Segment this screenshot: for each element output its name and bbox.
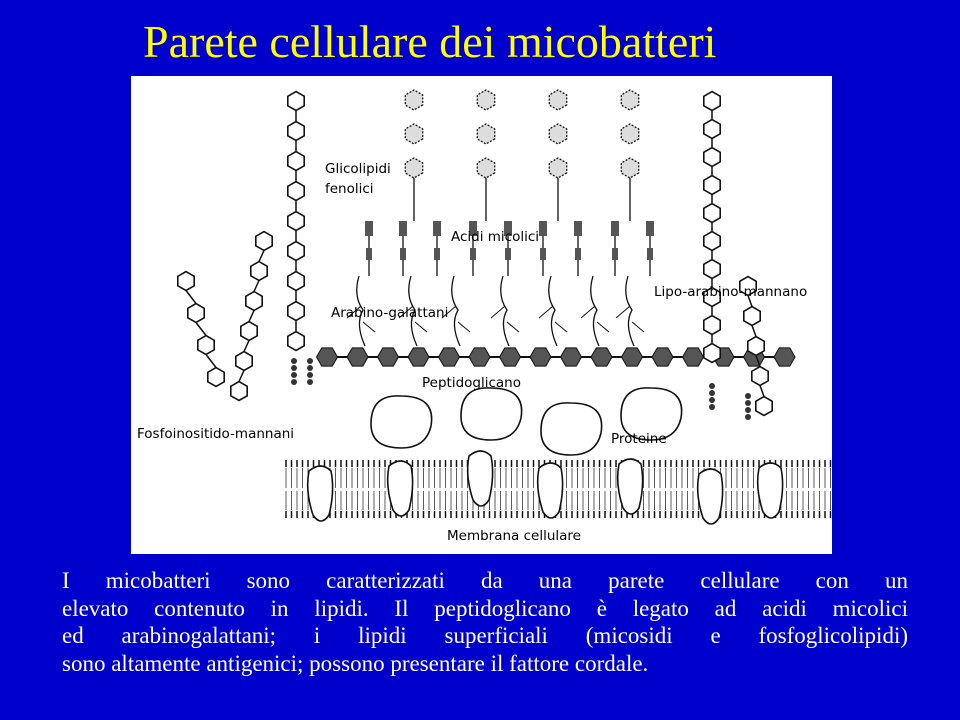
peptidoglycan-hexagon — [683, 348, 704, 366]
mycolic-acid-block — [540, 248, 546, 260]
phosphate-bead — [307, 372, 313, 378]
mannan-hexagon — [704, 260, 720, 279]
label-lipo-arabino-mannano: Lipo-arabino-mannano — [654, 284, 808, 300]
mannan-link — [254, 281, 259, 292]
mannan-hexagon — [744, 307, 760, 326]
label-acidi-micolici: Acidi micolici — [451, 229, 540, 245]
mycolic-acid-block — [505, 248, 511, 260]
mycolic-acid-head — [611, 221, 619, 236]
mannan-hexagon — [704, 120, 720, 139]
peptidoglycan-hexagon — [591, 348, 612, 366]
mannan-hexagon — [752, 367, 768, 386]
mannan-hexagon — [236, 352, 252, 371]
mannan-link — [244, 341, 249, 352]
label-peptidoglicano: Peptidoglicano — [422, 375, 521, 391]
mannan-hexagon — [748, 337, 764, 356]
mannan-hexagon — [198, 336, 214, 355]
phosphate-bead — [291, 379, 297, 385]
arabinogalactan-branch — [539, 306, 567, 332]
mannan-hexagon — [704, 316, 720, 335]
arabinogalactan-stem — [549, 276, 557, 346]
phosphate-bead — [307, 358, 313, 364]
peptidoglycan-hexagon — [652, 348, 673, 366]
arabinogalactan-stem — [591, 276, 599, 346]
peptidoglycan-hexagon — [530, 348, 551, 366]
mycolic-acid-block — [434, 248, 440, 260]
peptidoglycan-hexagon — [774, 348, 795, 366]
mycolic-acid-head — [574, 221, 582, 236]
mannan-hexagon — [756, 397, 772, 416]
body-line-3: ed arabinogalattani; i lipidi superficiali (micosidi e fosfoglicolipidi) — [62, 623, 908, 648]
mannan-link — [239, 371, 244, 382]
arabinogalactan-stem — [501, 276, 509, 346]
mannan-hexagon — [704, 204, 720, 223]
phosphate-bead — [291, 358, 297, 364]
peptidoglycan-hexagon — [469, 348, 490, 366]
label-fosfoinositido-mannani: Fosfoinositido-mannani — [137, 426, 295, 442]
mannan-link — [206, 355, 216, 368]
mannan-hexagon — [288, 272, 304, 291]
mannan-hexagon — [288, 242, 304, 261]
mannan-hexagon — [704, 92, 720, 111]
phosphate-bead — [307, 379, 313, 385]
mycolic-acid-block — [400, 248, 406, 260]
surface-protein — [461, 388, 522, 440]
membrane-protein — [388, 461, 413, 516]
membrane-protein — [538, 463, 563, 518]
phosphate-bead — [745, 414, 751, 420]
slide-title: Parete cellulare dei micobatteri — [143, 16, 717, 67]
mycolic-acid-block — [647, 248, 653, 260]
mannan-hexagon — [188, 304, 204, 323]
mycolic-acid-head — [399, 221, 407, 236]
membrane-protein — [698, 469, 723, 524]
glycolipid-sugar — [621, 124, 638, 144]
label-glicolipidi-line2: fenolici — [325, 181, 374, 197]
phenolic-glycolipids — [405, 90, 638, 221]
glycolipid-sugar — [549, 124, 566, 144]
mannan-hexagon — [256, 232, 272, 251]
mannan-link — [259, 251, 264, 262]
arabinogalactan-stem — [452, 276, 460, 346]
mannan-link — [752, 326, 756, 337]
arabinogalactan-branch — [581, 306, 609, 332]
phosphate-bead — [745, 407, 751, 413]
glycolipid-sugar — [477, 124, 494, 144]
phosphate-bead — [745, 393, 751, 399]
mannan-hexagon — [231, 382, 247, 401]
surface-protein — [541, 403, 602, 455]
mycolic-acid-head — [433, 221, 441, 236]
cell-wall-diagram-svg — [131, 76, 832, 554]
phosphate-bead — [745, 400, 751, 406]
mannan-hexagon — [288, 92, 304, 111]
peptidoglycan-hexagon — [347, 348, 368, 366]
surface-protein — [371, 396, 432, 448]
mannan-link — [186, 291, 196, 304]
arabinogalactan-stem — [626, 276, 634, 346]
peptidoglycan-hexagon — [408, 348, 429, 366]
mycolic-acid-head — [646, 221, 654, 236]
body-line-1: I micobatteri sono caratterizzati da una parete cellulare con un — [62, 568, 908, 593]
mannan-hexagon — [704, 232, 720, 251]
mycolic-acid-head — [539, 221, 547, 236]
label-proteine: Proteine — [611, 431, 667, 447]
peptidoglycan-hexagon — [439, 348, 460, 366]
membrane-protein — [468, 451, 493, 506]
mannan-hexagon — [288, 152, 304, 171]
body-line-4: sono altamente antigenici; possono presentare il fattore cordale. — [62, 650, 649, 676]
mycolic-acid-block — [470, 248, 476, 260]
glycolipid-sugar — [477, 158, 494, 178]
mannan-hexagon — [704, 176, 720, 195]
arabinogalactan-branch — [616, 306, 644, 332]
phosphate-bead — [709, 397, 715, 403]
glycolipid-sugar — [477, 90, 494, 110]
mannan-hexagon — [288, 212, 304, 231]
mannan-hexagon — [178, 272, 194, 291]
phosphate-bead — [709, 390, 715, 396]
mannan-hexagon — [288, 302, 304, 321]
mannan-link — [249, 311, 254, 322]
mannan-link — [760, 386, 764, 397]
glycolipid-sugar — [405, 90, 422, 110]
body-line-2: elevato contenuto in lipidi. Il peptidoglicano è legato ad acidi micolici — [62, 595, 908, 621]
phosphate-bead — [307, 365, 313, 371]
peptidoglycan-layer — [317, 348, 796, 366]
glycolipid-sugar — [549, 158, 566, 178]
membrane-protein — [758, 463, 783, 518]
mannan-hexagon — [288, 122, 304, 141]
mannan-hexagon — [288, 332, 304, 351]
cell-wall-diagram — [131, 76, 832, 554]
membrane-protein — [308, 466, 333, 521]
mycolic-acid-block — [575, 248, 581, 260]
phosphate-bead — [709, 383, 715, 389]
mycolic-acid-block — [366, 248, 372, 260]
glycolipid-sugar — [405, 158, 422, 178]
glycolipid-sugar — [549, 90, 566, 110]
glycolipid-sugar — [405, 124, 422, 144]
mannan-hexagon — [288, 182, 304, 201]
phosphate-bead — [291, 365, 297, 371]
body-text — [62, 567, 908, 677]
peptidoglycan-hexagon — [561, 348, 582, 366]
mannan-hexagon — [246, 292, 262, 311]
mannan-hexagon — [241, 322, 257, 341]
mannan-hexagon — [208, 368, 224, 387]
mycolic-acid-head — [365, 221, 373, 236]
peptidoglycan-hexagon — [622, 348, 643, 366]
mannan-hexagon — [704, 148, 720, 167]
label-glicolipidi-line1: Glicolipidi — [325, 161, 391, 177]
glycolipid-sugar — [621, 158, 638, 178]
glycolipid-sugar — [621, 90, 638, 110]
label-membrana-cellulare: Membrana cellulare — [447, 528, 581, 544]
arabinogalactan-branch — [491, 306, 519, 332]
label-arabino-galattani: Arabino-galattani — [331, 305, 449, 321]
peptidoglycan-hexagon — [500, 348, 521, 366]
mannan-link — [196, 323, 206, 336]
mannan-hexagon — [704, 344, 720, 363]
mycolic-acid-block — [612, 248, 618, 260]
mannan-hexagon — [251, 262, 267, 281]
phosphate-bead — [709, 404, 715, 410]
peptidoglycan-hexagon — [317, 348, 338, 366]
peptidoglycan-hexagon — [378, 348, 399, 366]
phosphate-bead — [291, 372, 297, 378]
